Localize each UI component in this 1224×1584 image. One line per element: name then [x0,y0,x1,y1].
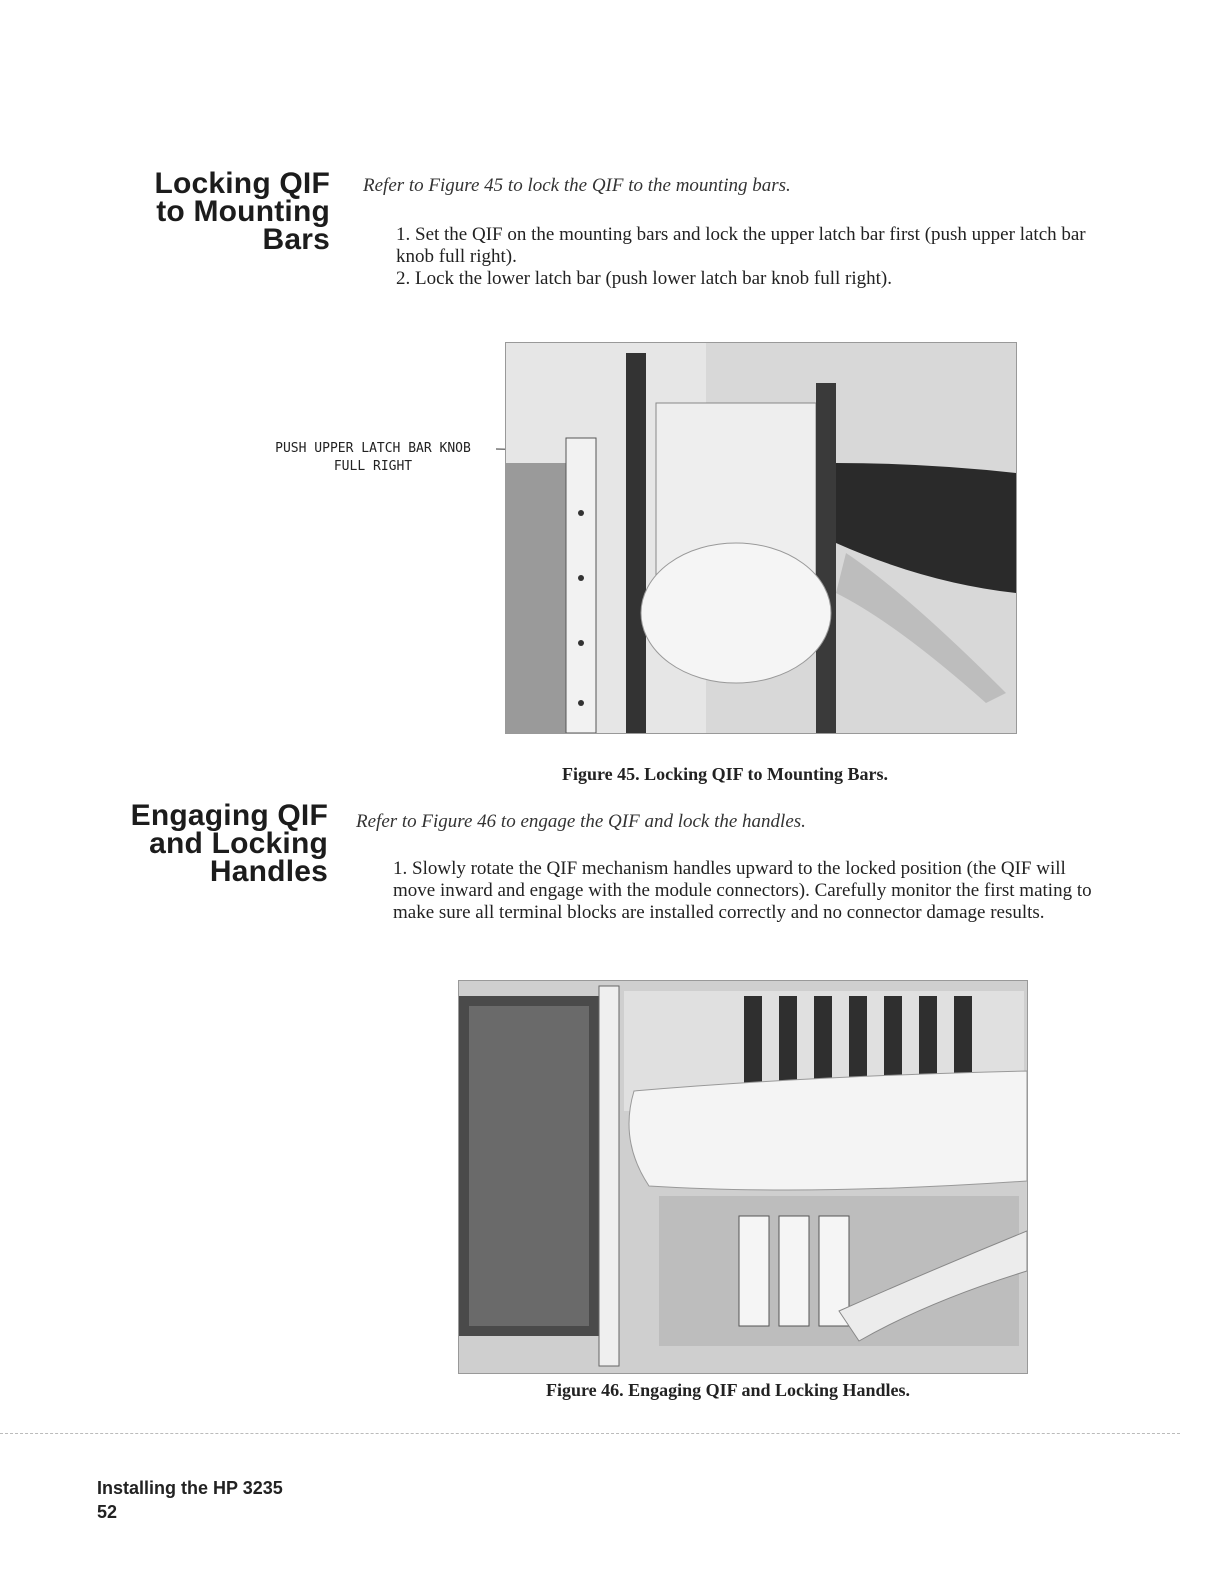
page-footer [97,1476,497,1524]
step-item: 2. Lock the lower latch bar (push lower latch bar knob full right). [396,268,892,289]
figure45-callout [250,440,496,476]
page-number: 52 [97,1502,118,1522]
qif-handles-illustration [459,981,1027,1373]
section1-steps [396,224,1096,290]
figure45-caption: Figure 45. Locking QIF to Mounting Bars. [561,764,889,784]
callout-line: PUSH UPPER LATCH BAR KNOB [275,441,471,456]
section-heading-locking-qif [110,167,330,256]
section1-lead: Refer to Figure 45 to lock the QIF to the mounting bars. [363,175,791,196]
callout-line: FULL RIGHT [333,459,413,474]
heading-line: Handles [209,855,328,888]
figure46-caption: Figure 46. Engaging QIF and Locking Handles. [545,1380,911,1400]
section2-steps [393,858,1105,924]
page-divider [0,1433,1180,1434]
heading-line: and Locking [149,827,328,860]
section2-lead: Refer to Figure 46 to engage the QIF and lock the handles. [356,811,806,832]
step-item: 1. Slowly rotate the QIF mechanism handles upward to the locked position (the QIF will move inward and engage with the module connectors). Carefully monitor the first mating to make sure all terminal blocks are installed correctly and no connector damage results. [393,858,1092,923]
heading-line: to Mounting [156,195,330,228]
figure46-photo [458,980,1028,1374]
step-item: 1. Set the QIF on the mounting bars and lock the upper latch bar first (push upper latch bar knob full right). [396,224,1086,267]
qif-mounting-illustration [506,343,1016,733]
section-heading-engaging-qif [90,799,328,888]
heading-line: Bars [262,223,330,256]
heading-line: Engaging QIF [130,799,328,832]
figure45-photo [505,342,1017,734]
footer-title: Installing the HP 3235 [97,1478,283,1498]
heading-line: Locking QIF [154,167,330,200]
